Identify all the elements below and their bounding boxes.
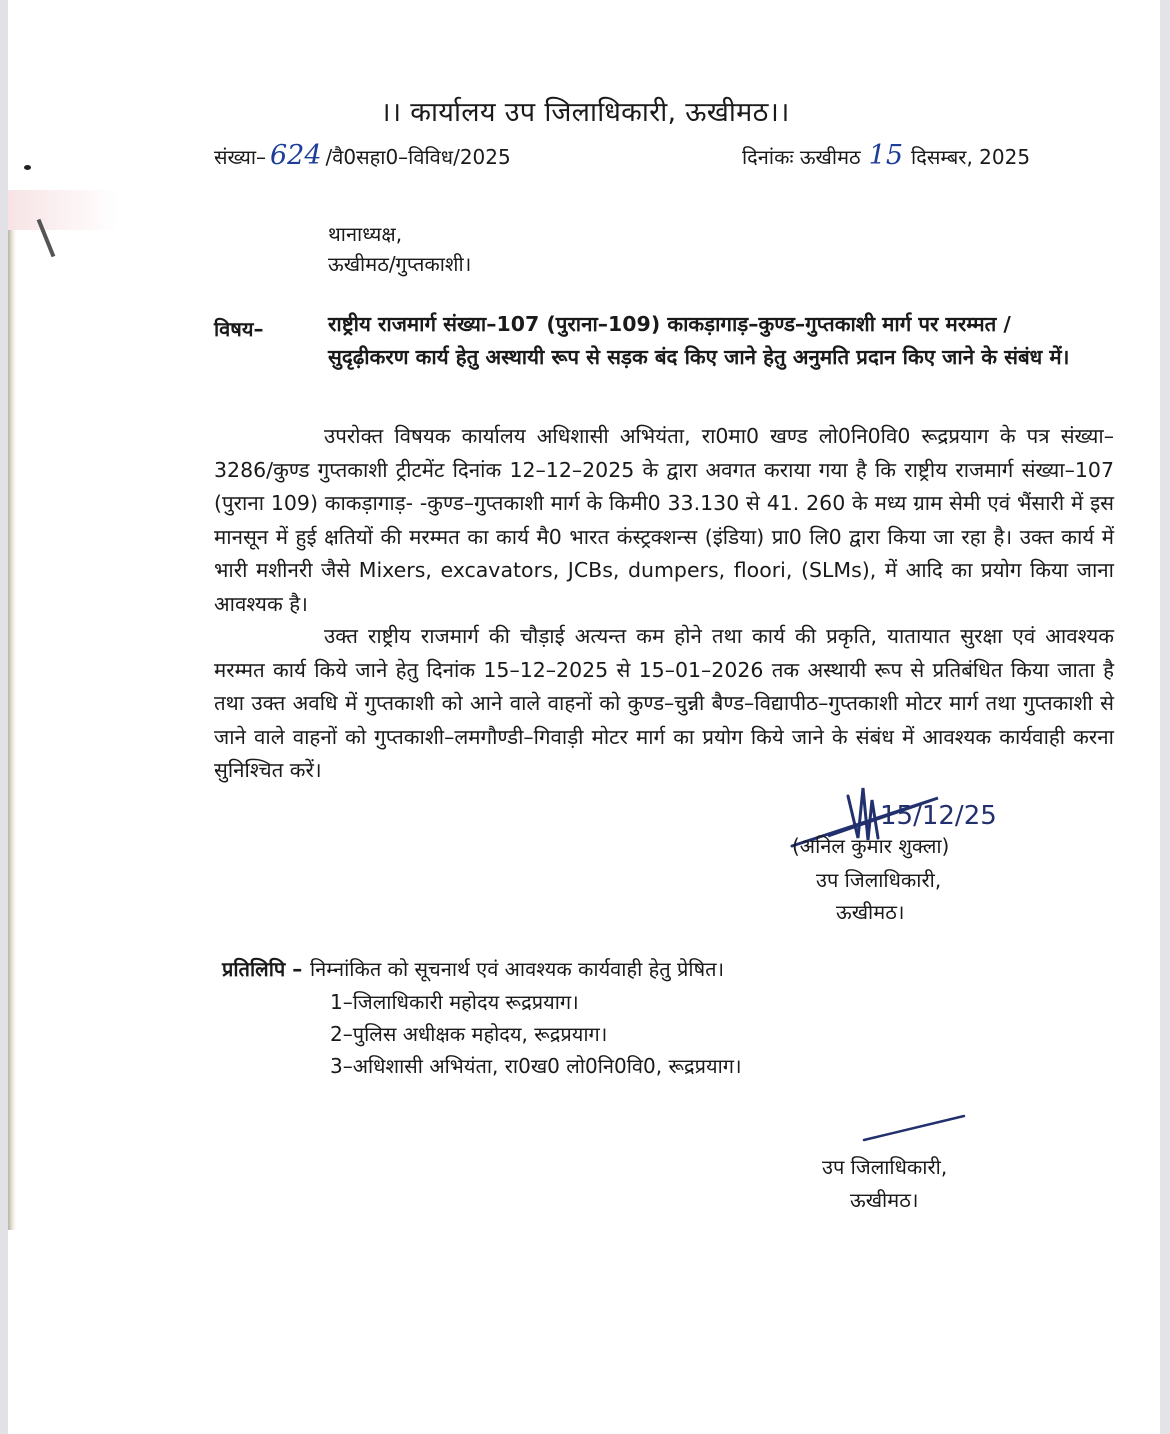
copy-to-item: 1–जिलाधिकारी महोदय रूद्रप्रयाग।	[330, 990, 579, 1014]
reference-number-handwritten: 624	[270, 140, 322, 171]
date-day-handwritten: 15	[868, 140, 904, 171]
punch-mark	[24, 165, 31, 170]
reference-prefix: संख्या–	[214, 145, 266, 169]
office-title: ।। कार्यालय उप जिलाधिकारी, ऊखीमठ।।	[380, 97, 790, 128]
letter-date	[742, 140, 1030, 171]
date-prefix: दिनांकः ऊखीमठ	[742, 145, 861, 169]
recipient-line-2: ऊखीमठ/गुप्तकाशी।	[328, 252, 472, 276]
signatory-place: ऊखीमठ।	[836, 900, 905, 924]
reference-suffix: /वै0सहा0–विविध/2025	[325, 145, 511, 169]
scan-stain	[8, 190, 118, 230]
initial-stroke	[860, 1112, 970, 1142]
recipient-line-1: थानाध्यक्ष,	[328, 222, 403, 246]
scan-right-edge	[1160, 0, 1170, 1434]
signature-date: 15/12/25	[880, 801, 997, 831]
date-suffix: दिसम्बर, 2025	[911, 145, 1031, 169]
copy-to-item: 2–पुलिस अधीक्षक महोदय, रूद्रप्रयाग।	[330, 1022, 608, 1046]
body-paragraph-2: उक्त राष्ट्रीय राजमार्ग की चौड़ाई अत्यन्त कम होने तथा कार्य की प्रकृति, यातायात सुरक्षा एवं आवश्यक मरम्मत कार्य किये जाने हेतु दिनांक 15–12–2025 से 15–01–2026 तक अस्थायी रूप से प्रतिबंधित किया जाता है तथा उक्त अवधि में गुप्तकाशी को आने वाले वाहनों को कुण्ड–चुन्नी बैण्ड–विद्यापीठ–गुप्तकाशी मोटर मार्ग तथा गुप्तकाशी से जाने वाले वाहनों को गुप्तकाशी–लमगौण्डी–गिवाड़ी मोटर मार्ग का प्रयोग किये जाने के संबंध में आवश्यक कार्यवाही करना सुनिश्चित करें।	[214, 624, 1114, 782]
body-paragraph-1: उपरोक्त विषयक कार्यालय अधिशासी अभियंता, रा0मा0 खण्ड लो0नि0वि0 रूद्रप्रयाग के पत्र संख्या–3286/कुण्ड गुप्तकाशी ट्रीटमेंट दिनांक 12–12–2025 के द्वारा अवगत कराया गया है कि राष्ट्रीय राजमार्ग संख्या–107 (पुराना 109) काकड़ागाड़- -कुण्ड–गुप्तकाशी मार्ग के किमी0 33.130 से 41. 260 के मध्य ग्राम सेमी एवं भैंसारी में इस मानसून में हुई क्षतियों की मरम्मत का कार्य मै0 भारत कंस्ट्रक्शन्स (इंडिया) प्रा0 लि0 द्वारा किया जा रहा है। उक्त कार्य में भारी मशीनरी जैसे Mixers, excavators, JCBs, dumpers, floori, (SLMs), में आदि का प्रयोग किया जाना आवश्यक है।	[214, 424, 1114, 616]
signatory-designation: उप जिलाधिकारी,	[816, 868, 942, 892]
subject-text: राष्ट्रीय राजमार्ग संख्या–107 (पुराना–109) काकड़ागाड़–कुण्ड–गुप्तकाशी मार्ग पर मरम्मत /सुदृढ़ीकरण कार्य हेतु अस्थायी रूप से सड़क बंद किए जाने हेतु अनुमति प्रदान किए जाने के संबंध में।	[328, 312, 1070, 369]
scan-left-edge	[0, 0, 8, 1434]
subject-label: विषय–	[214, 317, 264, 341]
closing-place: ऊखीमठ।	[850, 1188, 919, 1212]
reference-number	[214, 140, 511, 171]
signatory-name: (अनिल कुमार शुक्ला)	[792, 834, 950, 858]
scan-left-shadow	[8, 230, 16, 1230]
closing-designation: उप जिलाधिकारी,	[822, 1155, 948, 1179]
copy-to-label: प्रतिलिपि –	[222, 957, 303, 981]
copy-to-item: 3–अधिशासी अभियंता, रा0ख0 लो0नि0वि0, रूद्रप्रयाग।	[330, 1054, 742, 1078]
copy-to-intro: निम्नांकित को सूचनार्थ एवं आवश्यक कार्यवाही हेतु प्रेषित।	[310, 957, 725, 981]
